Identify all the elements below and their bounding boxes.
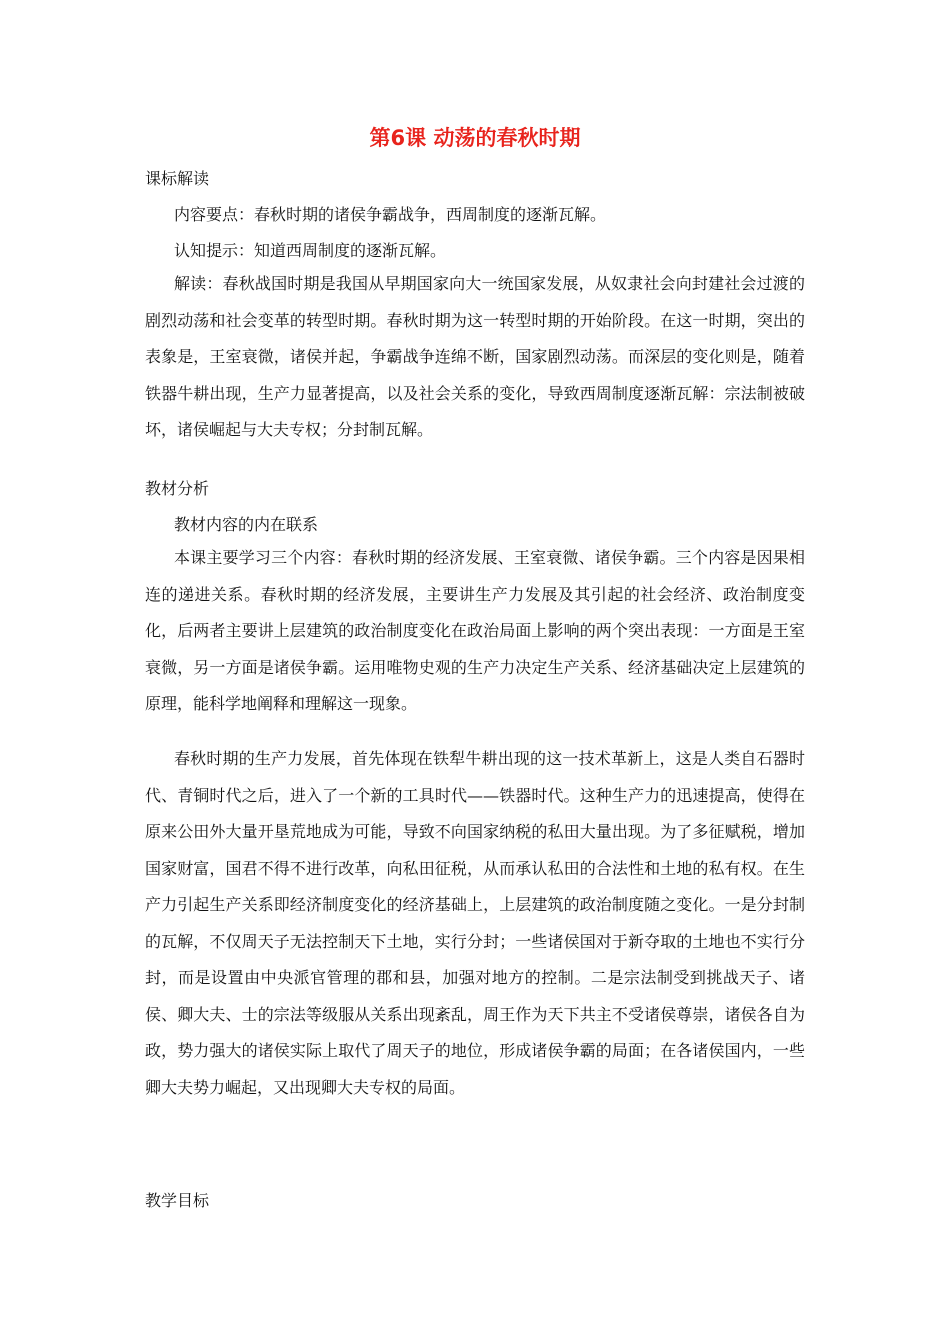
section-heading-textbook-analysis: 教材分析 [145, 479, 210, 498]
interpretation-paragraph: 解读：春秋战国时期是我国从早期国家向大一统国家发展，从奴隶社会向封建社会过渡的剧烈动荡和社会变革的转型时期。春秋时期为这一转型时期的开始阶段。在这一时期，突出的表象是，王室衰微，诸侯并起，争霸战争连绵不断，国家剧烈动荡。而深层的变化则是，随着铁器牛耕出现，生产力显著提高，以及社会关系的变化，导致西周制度逐渐瓦解：宗法制被破坏，诸侯崛起与大夫专权；分封制瓦解。 [145, 274, 805, 439]
section-heading-curriculum: 课标解读 [145, 169, 210, 188]
section-heading-teaching-goals: 教学目标 [145, 1191, 210, 1210]
cognitive-tip-line: 认知提示：知道西周制度的逐渐瓦解。 [174, 241, 447, 260]
analysis-paragraph-1: 本课主要学习三个内容：春秋时期的经济发展、王室衰微、诸侯争霸。三个内容是因果相连的递进关系。春秋时期的经济发展，主要讲生产力发展及其引起的社会经济、政治制度变化，后两者主要讲上层建筑的政治制度变化在政治局面上影响的两个突出表现：一方面是王室衰微，另一方面是诸侯争霸。运用唯物史观的生产力决定生产关系、经济基础决定上层建筑的原理，能科学地阐释和理解这一现象。 [145, 548, 805, 713]
lesson-title: 第6课 动荡的春秋时期 [369, 126, 581, 150]
key-points-line: 内容要点：春秋时期的诸侯争霸战争，西周制度的逐渐瓦解。 [174, 205, 607, 224]
subheading-internal-connection: 教材内容的内在联系 [174, 515, 319, 534]
analysis-paragraph-2: 春秋时期的生产力发展，首先体现在铁犁牛耕出现的这一技术革新上，这是人类自石器时代、青铜时代之后，进入了一个新的工具时代——铁器时代。这种生产力的迅速提高，使得在原来公田外大量开垦荒地成为可能，导致不向国家纳税的私田大量出现。为了多征赋税，增加国家财富，国君不得不进行改革，向私田征税，从而承认私田的合法性和土地的私有权。在生产力引起生产关系即经济制度变化的经济基础上，上层建筑的政治制度随之变化。一是分封制的瓦解，不仅周天子无法控制天下土地，实行分封；一些诸侯国对于新夺取的土地也不实行分封，而是设置由中央派官管理的郡和县，加强对地方的控制。二是宗法制受到挑战天子、诸侯、卿大夫、士的宗法等级服从关系出现紊乱，周王作为天下共主不受诸侯尊崇，诸侯各自为政，势力强大的诸侯实际上取代了周天子的地位，形成诸侯争霸的局面；在各诸侯国内，一些卿大夫势力崛起，又出现卿大夫专权的局面。 [145, 749, 805, 1097]
